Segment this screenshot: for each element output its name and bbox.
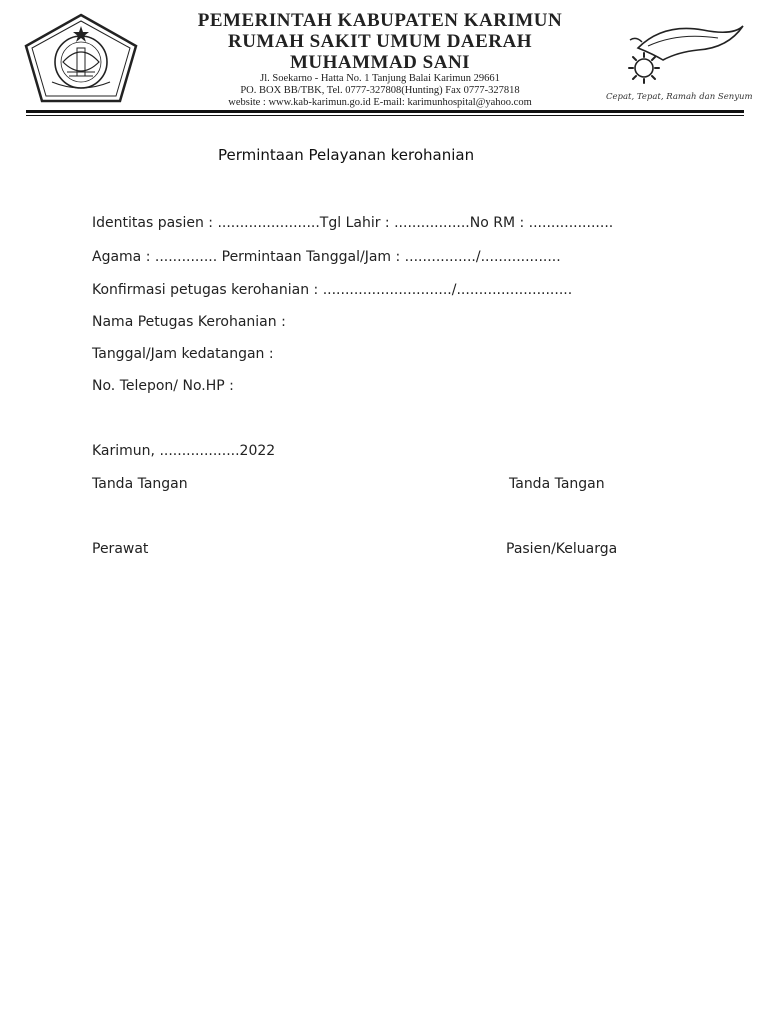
signature-label-left: Tanda Tangan [92,476,188,492]
signature-label-right: Tanda Tangan [509,476,605,492]
field-patient-identity: Identitas pasien : .......................Tgl Lahir : .................No RM : ................... [92,215,614,231]
letterhead-contact: PO. BOX BB/TBK, Tel. 0777-327808(Hunting) Fax 0777-327818 [240,85,520,96]
field-phone: No. Telepon/ No.HP : [92,378,234,394]
place-date: Karimun, ..................2022 [92,443,276,459]
hospital-motto: Cepat, Tepat, Ramah dan Senyum [606,92,753,102]
letterhead-government: PEMERINTAH KABUPATEN KARIMUN [197,10,563,31]
document-title: Permintaan Pelayanan kerohanian [218,146,475,164]
field-arrival-datetime: Tanggal/Jam kedatangan : [92,346,274,362]
letterhead-rule-thick [26,110,744,113]
letterhead-text [160,10,600,109]
regency-seal-icon [22,12,140,104]
field-religion-request: Agama : .............. Permintaan Tanggal/Jam : ................/.................. [92,249,561,265]
field-officer-confirmation: Konfirmasi petugas kerohanian : ............................./.......................... [92,282,573,298]
signature-role-nurse: Perawat [92,541,149,557]
letterhead-address: Jl. Soekarno - Hatta No. 1 Tanjung Balai Karimun 29661 [260,73,500,84]
letterhead-hospital-type: RUMAH SAKIT UMUM DAERAH [227,31,533,52]
letterhead-web: website : www.kab-karimun.go.id E-mail: karimunhospital@yahoo.com [228,97,532,108]
letterhead-rule-thin [26,115,744,116]
letterhead-hospital-name: MUHAMMAD SANI [289,52,471,73]
field-officer-name: Nama Petugas Kerohanian : [92,314,286,330]
letterhead [0,0,768,120]
signature-role-patient-family: Pasien/Keluarga [506,541,618,557]
